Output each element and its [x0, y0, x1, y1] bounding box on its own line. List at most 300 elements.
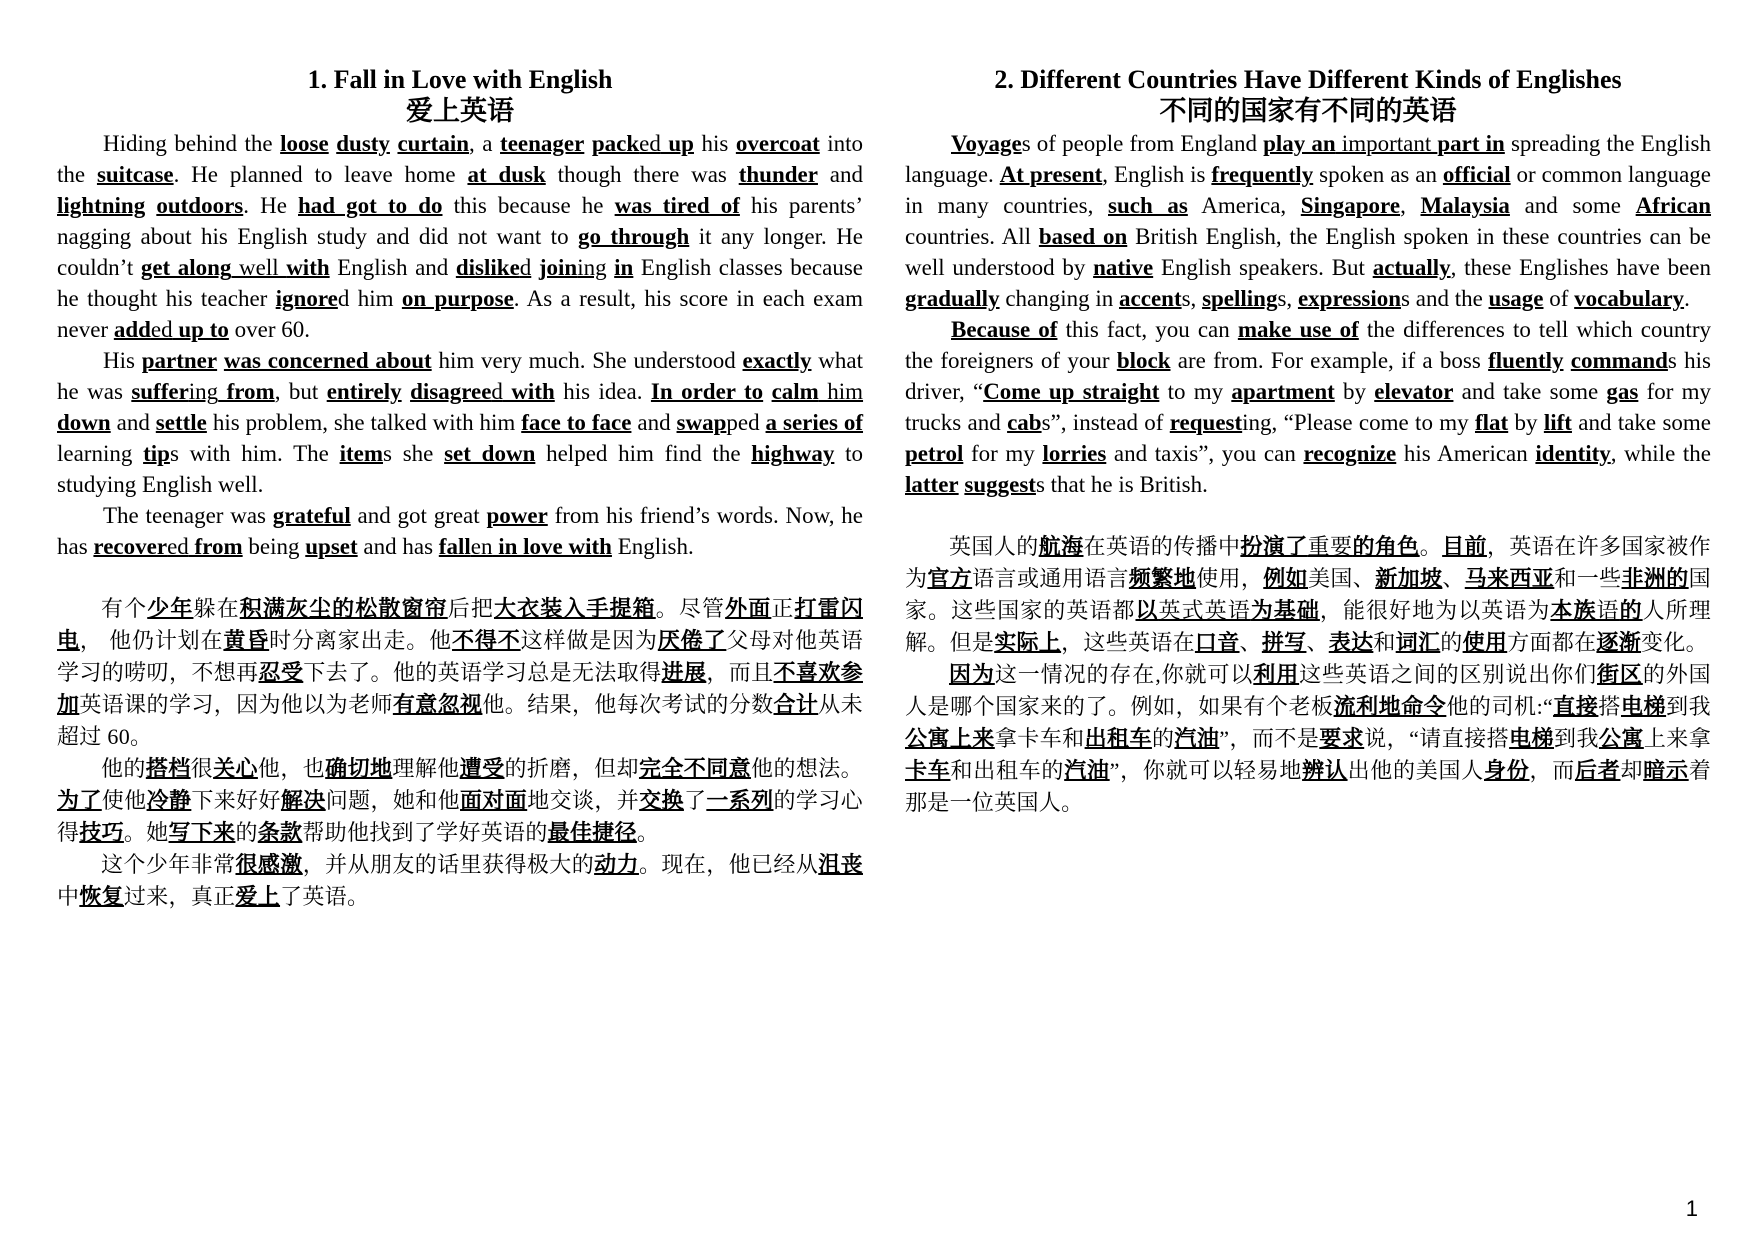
key-term: tip	[143, 441, 170, 466]
text-run: 很	[190, 756, 214, 781]
text-run	[217, 348, 224, 373]
key-term: command	[1570, 348, 1668, 373]
text-run: 却	[1620, 758, 1644, 783]
key-term: outdoors	[156, 193, 244, 218]
key-term: 频繁地	[1128, 566, 1197, 591]
key-term: 拼写	[1261, 630, 1307, 655]
key-term: 以	[1135, 598, 1159, 623]
section-spacer	[57, 562, 863, 593]
key-term: 恢复	[79, 884, 124, 909]
article-1-title-zh: 爱上英语	[406, 96, 514, 126]
text-run: spreading the English language.	[905, 131, 1711, 187]
key-term: 逐渐	[1596, 630, 1642, 655]
text-run	[1564, 348, 1571, 373]
key-term: block	[1116, 348, 1171, 373]
key-term: suffer	[131, 379, 189, 404]
key-term: 完全不同意	[638, 756, 752, 781]
text-run: s”, instead of	[1041, 410, 1170, 435]
text-run: 国家。这些国家的英语都	[905, 566, 1711, 623]
article-1-english-text	[57, 128, 863, 562]
text-run: 出他的美国人	[1347, 758, 1484, 783]
article-2-en-paragraph-1	[905, 128, 1711, 314]
key-term: 目前	[1442, 534, 1487, 559]
text-run: s with him. The	[169, 441, 340, 466]
article-2-title-en: 2. Different Countries Have Different Kinds of Englishes	[994, 65, 1622, 94]
text-run: 正	[771, 596, 795, 621]
key-term: make use of	[1237, 317, 1359, 342]
key-term: lightning	[57, 193, 146, 218]
key-term: fluently	[1488, 348, 1564, 373]
text-run: s,	[1181, 286, 1203, 311]
text-run: for my	[963, 441, 1043, 466]
key-term: accent	[1119, 286, 1182, 311]
text-run: 。	[1419, 534, 1443, 559]
key-term: 遭受	[459, 756, 505, 781]
key-term: play an	[1263, 131, 1336, 156]
text-run: Hiding behind the	[103, 131, 281, 156]
text-run: . He	[243, 193, 298, 218]
underlined-text: 重要	[1307, 534, 1353, 559]
text-run: and taxis”, you can	[1106, 441, 1304, 466]
text-run: 了英语。	[280, 884, 370, 909]
text-run: him very much. She understood	[431, 348, 743, 373]
text-run: and take some	[1571, 410, 1712, 435]
text-run: his American	[1396, 441, 1536, 466]
key-term: 卡车	[905, 758, 951, 783]
text-run: of	[1543, 286, 1575, 311]
key-term: 汽油	[1174, 726, 1220, 751]
text-run: 的折磨，但却	[504, 756, 639, 781]
key-term: Because of	[951, 317, 1058, 342]
text-run: 和一些	[1554, 566, 1622, 591]
key-term: thunder	[738, 162, 818, 187]
key-term: 技巧	[79, 820, 124, 845]
text-run: 的外国人是哪个国家来的了。例如，如果有个老板	[905, 662, 1711, 719]
key-term: official	[1442, 162, 1511, 187]
key-term: overcoat	[735, 131, 820, 156]
text-run: 他的	[101, 756, 146, 781]
text-run: , a	[469, 131, 501, 156]
page-number: 1	[1685, 1196, 1698, 1221]
text-run: 。现在，他已经从	[638, 852, 819, 877]
key-term: 面对面	[460, 788, 528, 813]
underlined-text: d	[519, 255, 532, 280]
key-term: loose	[280, 131, 329, 156]
key-term: 解决	[280, 788, 326, 813]
key-term: usage	[1488, 286, 1544, 311]
key-term: with	[502, 379, 555, 404]
text-run: 下来好好	[191, 788, 281, 813]
key-term: lift	[1543, 410, 1572, 435]
key-term: get along	[140, 255, 232, 280]
key-term: 暗示	[1643, 758, 1689, 783]
key-term: up to	[172, 317, 229, 342]
text-run: 说，“请直接搭	[1364, 726, 1510, 751]
article-2-chinese-text	[905, 531, 1711, 819]
text-run: it any longer. He couldn’t	[57, 224, 864, 280]
text-run: by	[1334, 379, 1375, 404]
key-term: frequently	[1211, 162, 1314, 187]
article-1-en-paragraph-2	[57, 345, 863, 500]
text-run: 他。结果，他每次考试的分数	[482, 692, 774, 717]
text-run: 父母对他英语学习的唠叨，不想再	[57, 628, 863, 685]
key-term: dusty	[336, 131, 390, 156]
key-term: was concerned about	[223, 348, 432, 373]
text-run: for my trucks and	[905, 379, 1711, 435]
key-term: 实际上	[994, 630, 1062, 655]
underlined-text: ed	[150, 317, 173, 342]
text-run: ing, “Please come to my	[1242, 410, 1475, 435]
text-run: , while the	[1610, 441, 1711, 466]
underlined-text: ed	[639, 131, 661, 156]
text-run: this fact, you can	[1057, 317, 1238, 342]
text-run: . He planned to leave home	[173, 162, 468, 187]
text-run: 搭	[1598, 694, 1621, 719]
key-term: 街区	[1597, 662, 1643, 687]
key-term: recover	[93, 534, 168, 559]
text-run: 这样做是因为	[520, 628, 658, 653]
key-term: disagree	[410, 379, 492, 404]
underlined-text: ed	[167, 534, 189, 559]
text-run: and	[817, 162, 863, 187]
key-term: 官方	[927, 566, 973, 591]
text-run: countries. All	[905, 224, 1039, 249]
text-run: 他，也	[257, 756, 326, 781]
key-term: in	[614, 255, 634, 280]
key-term: fall	[438, 534, 471, 559]
key-term: dislike	[455, 255, 520, 280]
key-term: calm	[771, 379, 819, 404]
text-run: 方面都在	[1507, 630, 1597, 655]
text-run: ，并从朋友的话里获得极大的	[302, 852, 595, 877]
key-term: was tired of	[614, 193, 740, 218]
text-run: British English, the English spoken in these countries can be well understood by	[905, 224, 1711, 280]
text-run: The teenager was	[103, 503, 273, 528]
text-run: . As a result, his score in each exam never	[57, 286, 863, 342]
text-run	[531, 255, 539, 280]
key-term: 最佳捷径	[547, 820, 637, 845]
text-run: and got great	[350, 503, 487, 528]
text-run: 他的想法。	[751, 756, 863, 781]
text-run: 、	[1306, 630, 1329, 655]
text-run: though there was	[545, 162, 739, 187]
key-term: 新加坡	[1375, 566, 1443, 591]
text-run: 语言或通用语言	[972, 566, 1129, 591]
text-run: and has	[357, 534, 439, 559]
text-run: and	[110, 410, 156, 435]
text-run: and	[631, 410, 677, 435]
text-run: ped	[726, 410, 766, 435]
key-term: 本族	[1550, 598, 1597, 623]
text-run: 美国、	[1308, 566, 1376, 591]
key-term: based on	[1038, 224, 1128, 249]
key-term: 词汇	[1395, 630, 1441, 655]
text-run: His	[103, 348, 142, 373]
key-term: 一系列	[706, 788, 774, 813]
text-run: 上来拿	[1643, 726, 1712, 751]
text-run: 的	[1151, 726, 1175, 751]
underlined-text: en	[470, 534, 493, 559]
key-term: part in	[1437, 131, 1505, 156]
key-term: join	[538, 255, 578, 280]
key-term: 有意忽视	[392, 692, 483, 717]
text-run: learning	[57, 441, 144, 466]
text-run: 。	[636, 820, 660, 845]
text-run: 英语课的学习，因为他以为老师	[79, 692, 393, 717]
key-term: partner	[141, 348, 218, 373]
key-term: expression	[1297, 286, 1402, 311]
key-term: 合计	[773, 692, 819, 717]
text-run: s she	[383, 441, 445, 466]
key-term: 不得不	[452, 628, 521, 653]
text-run: .	[1684, 286, 1690, 311]
text-run: ，而且	[706, 660, 774, 685]
key-term: down	[57, 410, 111, 435]
key-term: 条款	[257, 820, 303, 845]
key-term: petrol	[905, 441, 964, 466]
key-term: 外面	[725, 596, 772, 621]
text-run: 在英语的传播中	[1083, 534, 1241, 559]
text-run: the differences to tell which country the foreigners of your	[905, 317, 1711, 373]
text-run: to my	[1159, 379, 1232, 404]
text-run: 着那是一位英国人。	[905, 758, 1711, 815]
key-term: Voyage	[951, 131, 1022, 156]
text-run: 中	[57, 884, 80, 909]
text-run: his idea.	[554, 379, 651, 404]
article-2-column	[905, 64, 1711, 819]
key-term: 确切地	[325, 756, 393, 781]
article-1-en-paragraph-3	[57, 500, 863, 562]
key-term: flat	[1474, 410, 1509, 435]
underlined-text: ing	[188, 379, 219, 404]
key-term: 直接	[1553, 694, 1599, 719]
text-run: 了	[683, 788, 707, 813]
key-term: from	[218, 379, 275, 404]
article-2-en-paragraph-2	[905, 314, 1711, 500]
article-1-en-paragraph-1	[57, 128, 863, 345]
key-term: 很感激	[235, 852, 303, 877]
text-run: ，英语在许多国家被作为	[905, 534, 1711, 591]
key-term: 要求	[1319, 726, 1365, 751]
text-run: s of people from England	[1021, 131, 1264, 156]
text-run: 有个	[101, 596, 148, 621]
text-run: 这些英语之间的区别说出你们	[1299, 662, 1598, 687]
text-run: 。她	[123, 820, 169, 845]
key-term: exactly	[742, 348, 812, 373]
key-term: ignore	[275, 286, 338, 311]
key-term: item	[339, 441, 384, 466]
key-term: swap	[676, 410, 727, 435]
text-run: , these Englishes have been	[1450, 255, 1711, 280]
article-2-english-text	[905, 128, 1711, 500]
key-term: 身份	[1484, 758, 1530, 783]
key-term: 利用	[1253, 662, 1300, 687]
text-run: his parents’ nagging about his English study and did not want to	[57, 193, 864, 249]
text-run: 使用，	[1196, 566, 1264, 591]
key-term: 马来西亚	[1464, 566, 1555, 591]
text-run: 从未超过 60。	[57, 692, 863, 749]
text-run: 他的司机:“	[1446, 694, 1554, 719]
key-term: 关心	[213, 756, 258, 781]
key-term: 忍受	[258, 660, 304, 685]
text-run: English and	[329, 255, 456, 280]
key-term: 后者	[1574, 758, 1621, 783]
key-term: 动力	[594, 852, 639, 877]
text-run: 这个少年非常	[101, 852, 236, 877]
key-term: add	[113, 317, 151, 342]
key-term: with	[286, 255, 330, 280]
text-run: , English is	[1102, 162, 1212, 187]
text-run: s and the	[1401, 286, 1489, 311]
text-run: 帮助他找到了学好英语的	[302, 820, 548, 845]
text-run: 后把	[447, 596, 494, 621]
text-run: 。尽管	[655, 596, 726, 621]
key-term: 非洲的	[1621, 566, 1689, 591]
key-term: 电梯	[1620, 694, 1667, 719]
key-term: 航海	[1038, 534, 1084, 559]
key-term: 的	[1619, 598, 1643, 623]
text-run: to studying English well.	[57, 441, 863, 497]
key-term: 表达	[1328, 630, 1374, 655]
key-term: up	[660, 131, 694, 156]
article-2-zh-paragraph-1	[905, 531, 1711, 659]
key-term: 辨认	[1302, 758, 1348, 783]
text-run: 、	[1442, 566, 1465, 591]
text-run: America,	[1187, 193, 1301, 218]
key-term: African	[1635, 193, 1712, 218]
text-run	[145, 193, 156, 218]
key-term: apartment	[1231, 379, 1335, 404]
key-term: vocabulary	[1574, 286, 1685, 311]
text-run: English.	[611, 534, 694, 559]
key-term: 使用	[1462, 630, 1508, 655]
text-run: s his driver, “	[905, 348, 1712, 404]
underlined-text: 英式英语	[1158, 598, 1251, 623]
key-term: go through	[578, 224, 690, 249]
key-term: gas	[1606, 379, 1639, 404]
key-term: 进展	[661, 660, 707, 685]
text-run: 英国人的	[949, 534, 1039, 559]
key-term: 写下来	[168, 820, 236, 845]
text-run: 拿卡车和	[994, 726, 1085, 751]
text-run: this because he	[442, 193, 615, 218]
text-run: over 60.	[228, 317, 311, 342]
key-term: in love with	[492, 534, 612, 559]
key-term: cab	[1007, 410, 1042, 435]
key-term: 为基础	[1250, 598, 1320, 623]
key-term: 黄昏	[223, 628, 270, 653]
text-run: ”，你就可以轻易地	[1109, 758, 1303, 783]
key-term: 为了	[57, 788, 102, 813]
article-2-title-zh: 不同的国家有不同的英语	[1159, 96, 1457, 126]
text-run	[763, 379, 771, 404]
article-1-chinese-text	[57, 593, 863, 913]
text-run: English classes because he thought his teacher	[57, 255, 864, 311]
article-1-zh-paragraph-3	[57, 849, 863, 913]
text-run: 理解他	[392, 756, 460, 781]
key-term: 冷静	[146, 788, 192, 813]
key-term: pack	[591, 131, 640, 156]
text-run: s,	[1277, 286, 1298, 311]
key-term: 打雷闪电	[57, 596, 863, 653]
underlined-text: important	[1335, 131, 1438, 156]
key-term: settle	[155, 410, 207, 435]
key-term: 大衣装入手提箱	[493, 596, 656, 621]
text-run: and some	[1509, 193, 1636, 218]
text-run	[402, 379, 410, 404]
text-run: 这一情况的存在,你就可以	[994, 662, 1254, 687]
text-run: 人所理解。但是	[905, 598, 1712, 655]
key-term: set down	[444, 441, 536, 466]
text-run: 问题，她和他	[325, 788, 461, 813]
text-run: 过来，真正	[123, 884, 236, 909]
text-run: helped him find the	[535, 441, 752, 466]
article-1-column	[57, 64, 863, 913]
key-term: gradually	[905, 286, 1000, 311]
text-run: being	[242, 534, 306, 559]
key-term: Come up straight	[983, 379, 1160, 404]
text-run: 时分离家出走。他	[269, 628, 453, 653]
key-term: from	[188, 534, 243, 559]
text-run: 到我	[1554, 726, 1599, 751]
underlined-text: ing	[577, 255, 607, 280]
text-run: by	[1508, 410, 1544, 435]
key-term: latter	[905, 472, 959, 497]
text-run: or common language in many countries,	[905, 162, 1712, 218]
underlined-text: him	[818, 379, 864, 404]
key-term: elevator	[1374, 379, 1454, 404]
text-run: ”，而不是	[1219, 726, 1320, 751]
text-run: ，这些英语在	[1061, 630, 1195, 655]
key-term: 爱上	[235, 884, 281, 909]
key-term: 扮演了	[1240, 534, 1308, 559]
key-term: entirely	[326, 379, 402, 404]
key-term: 的角色	[1352, 534, 1420, 559]
key-term: native	[1093, 255, 1154, 280]
key-term: upset	[305, 534, 358, 559]
article-1-zh-paragraph-1	[57, 593, 863, 753]
key-term: 流利地命令	[1333, 694, 1447, 719]
key-term: face to face	[521, 410, 632, 435]
key-term: 少年	[147, 596, 194, 621]
underlined-text: well	[231, 255, 287, 280]
text-run: what he was	[57, 348, 863, 404]
text-run: , but	[274, 379, 327, 404]
key-term: power	[486, 503, 548, 528]
key-term: 公寓上来	[905, 726, 995, 751]
key-term: At present	[999, 162, 1103, 187]
key-term: 公寓	[1598, 726, 1644, 751]
text-run: into the	[57, 131, 864, 187]
article-2-zh-paragraph-2	[905, 659, 1711, 819]
text-run: 的	[235, 820, 258, 845]
text-run: 、	[1239, 630, 1262, 655]
key-term: grateful	[272, 503, 351, 528]
text-run: ,	[1400, 193, 1421, 218]
key-term: actually	[1372, 255, 1451, 280]
key-term: In order to	[650, 379, 764, 404]
key-term: 汽油	[1064, 758, 1110, 783]
underlined-text: d	[491, 379, 503, 404]
text-run: and take some	[1453, 379, 1607, 404]
text-run: are from. For example, if a boss	[1170, 348, 1489, 373]
key-term: 搭档	[145, 756, 191, 781]
text-run: changing in	[999, 286, 1120, 311]
text-run: ，能很好地为以英语为	[1319, 598, 1551, 623]
key-term: 出租车	[1084, 726, 1152, 751]
text-run: 的学习心得	[57, 788, 863, 845]
key-term: Singapore	[1300, 193, 1401, 218]
